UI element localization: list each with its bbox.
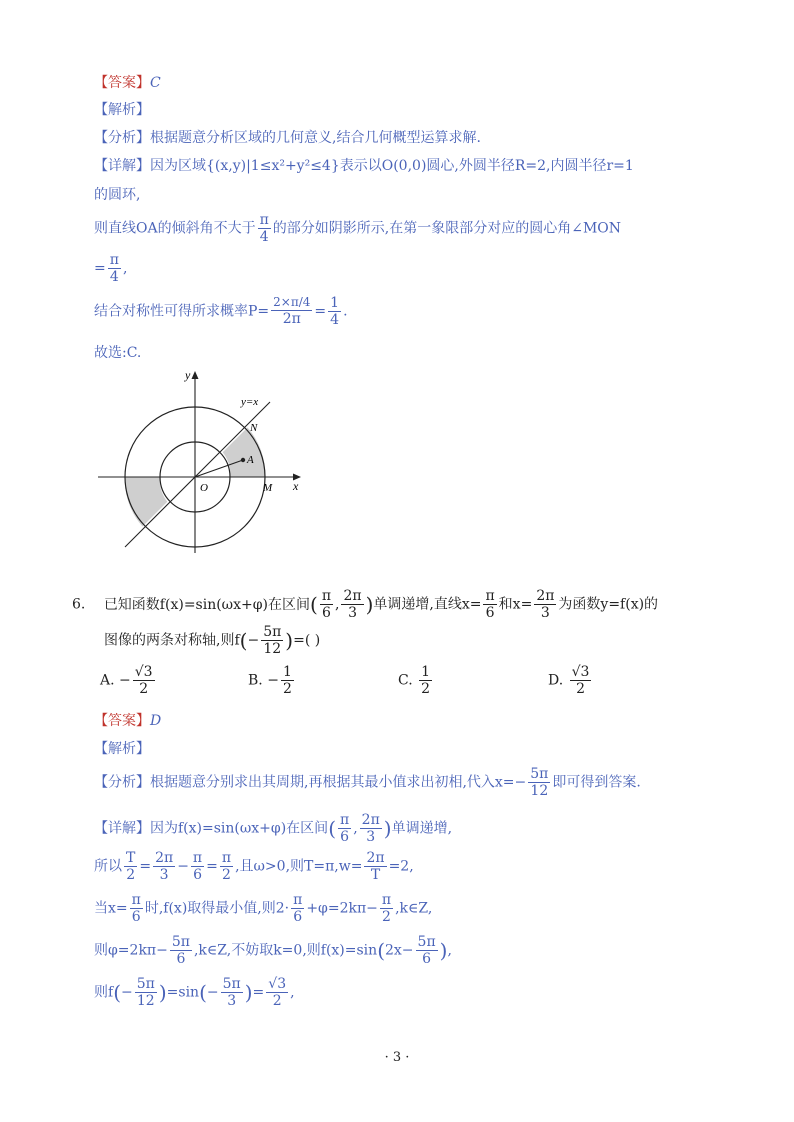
solution-line-4: = $\frac{\pi}{4}$ , [94,252,128,286]
xiangjie-line-5: 【详解】因为区域{(x,y)|1≤x²+y²≤4}表示以O(0,0)圆心,外圆半径R=2,内圆半径r=1 [94,158,634,174]
fraction: $\frac{2\pi}{3}$ [343,588,362,622]
fraction: $\frac{5\pi}{12}$ [263,624,282,658]
answer-line-5 [94,72,161,92]
fraction: $\frac{\pi}{4}$ [109,252,119,286]
label-line: y=x [241,396,259,408]
fenxi-line-5: 【分析】根据题意分析区域的几何意义,结合几何概型运算求解. [94,130,481,146]
question-6-stem: 6. 已知函数f(x)=sin(ωx+φ)在区间( $\frac{\pi}{6}$ , $\frac{2\pi}{3}$ )单调递增,直线x= $\frac{\pi}{6}$ 和x= $\frac{2\pi}{3}$ 为函数y=f(x)的 [72,588,659,622]
label-N: N [250,422,258,434]
y-axis-arrow [192,371,199,379]
question-6-stem-2: 图像的两条对称轴,则f(− $\frac{5\pi}{12}$ )=( ) [104,624,321,658]
fenxi-line-6: 【分析】根据题意分别求出其周期,再根据其最小值求出初相,代入x=− $\frac{5\pi}{12}$ 即可得到答案. [94,766,641,800]
detail-line-5: 则f(− $\frac{5\pi}{12}$ )=sin(− $\frac{5\pi}{3}$ )= $\frac{√3}{2}$ , [94,976,295,1010]
label-M: M [263,482,273,494]
label-y: y [185,368,191,382]
choice-line: 故选:C. [94,345,142,361]
fraction: $\frac{\pi}{6}$ [485,588,495,622]
label-O: O [200,482,208,494]
option-D[interactable]: D. $\frac{√3}{2}$ [548,664,590,698]
option-B[interactable]: B. − $\frac{1}{2}$ [248,664,292,698]
fraction: $\frac{\pi}{4}$ [259,212,269,246]
label-A: A [247,454,254,466]
answer-tag: 【答案】 [94,75,150,91]
fraction: $\frac{2\pi}{3}$ [536,588,555,622]
fraction: $\frac{5\pi}{12}$ [530,766,549,800]
analysis-tag: 【解析】 [94,102,150,118]
question-number: 6. [72,596,86,613]
option-C[interactable]: C. $\frac{1}{2}$ [398,664,431,698]
fraction: $\frac{2\times\pi/4}{2\pi}$ [273,295,311,327]
answer-value: C [150,75,161,91]
detail-line-3: 当x= $\frac{\pi}{6}$ 时,f(x)取得最小值,则2· $\frac{\pi}{6}$ +φ=2kπ− $\frac{\pi}{2}$ ,k∈Z, [94,892,433,926]
answer-line-6: 【答案】D [94,713,162,729]
detail-line-4: 则φ=2kπ− $\frac{5\pi}{6}$ ,k∈Z,不妨取k=0,则f(x)=sin(2x− $\frac{5\pi}{6}$ ), [94,934,452,968]
fraction: $\frac{1}{4}$ [330,295,340,329]
option-A[interactable]: A. − $\frac{√3}{2}$ [100,664,153,698]
solution-line-2: 的圆环, [94,187,141,203]
solution-line-5: 结合对称性可得所求概率P= $\frac{2\times\pi/4}{2\pi}$ = $\frac{1}{4}$ . [94,295,348,329]
annulus-figure [90,365,310,560]
detail-line-1: 【详解】因为f(x)=sin(ωx+φ)在区间( $\frac{\pi}{6}$ , $\frac{2\pi}{3}$ )单调递增, [94,812,453,846]
solution-line-3: 则直线OA的倾斜角不大于 $\frac{\pi}{4}$ 的部分如阴影所示,在第一象限部分对应的圆心角∠MON [94,212,622,246]
fraction: $\frac{\pi}{6}$ [321,588,332,622]
analysis-tag-6: 【解析】 [94,741,150,757]
label-x: x [293,479,299,493]
page-number: · 3 · [384,1050,410,1065]
point-A [241,458,245,462]
detail-line-2: 所以 $\frac{T}{2}$ = $\frac{2\pi}{3}$ − $\frac{\pi}{6}$ = $\frac{\pi}{2}$ ,且ω>0,则T=π,w= $\frac{2\pi}{T}$ =2, [94,850,414,884]
